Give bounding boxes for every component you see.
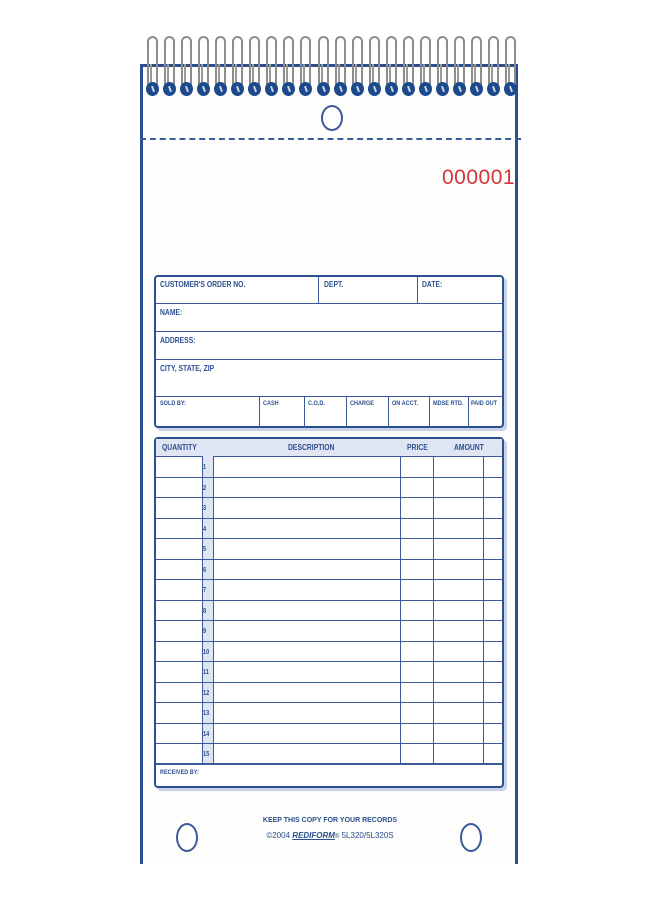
coil-wire-icon [249, 36, 260, 88]
spiral-coil [452, 34, 468, 94]
brand-logo: REDIFORM [292, 831, 335, 840]
coil-wire-icon [198, 36, 209, 88]
spiral-coil [503, 34, 519, 94]
spiral-coil [264, 34, 280, 94]
spiral-coil [401, 34, 417, 94]
row-number: 4 [203, 525, 207, 533]
row-number: 3 [203, 505, 207, 512]
coil-wire-icon [471, 36, 482, 88]
coil-wire-icon [335, 36, 346, 88]
row-divider [156, 518, 502, 519]
row-number: 10 [203, 648, 210, 656]
row-number: 9 [203, 628, 207, 635]
row-divider [156, 682, 502, 683]
spiral-coil [418, 34, 434, 94]
row-number: 5 [203, 546, 207, 553]
coil-wire-icon [352, 36, 363, 88]
binding-hole-icon [402, 82, 415, 96]
binding-hole-icon [214, 82, 227, 96]
row-divider [156, 600, 502, 601]
row-number: 12 [203, 689, 210, 697]
model-number: 5L320/5L320S [341, 831, 394, 840]
received-by-label: RECEIVED BY: [160, 769, 199, 776]
dept-label: DEPT. [324, 280, 344, 289]
row-number: 7 [203, 587, 207, 594]
coil-wire-icon [266, 36, 277, 88]
description-header: DESCRIPTION [288, 443, 335, 452]
row-number: 2 [203, 484, 207, 492]
binding-hole-icon [163, 82, 176, 96]
spiral-coil [145, 34, 161, 94]
binding-hole-icon [334, 82, 347, 96]
binding-hole-icon [299, 82, 312, 96]
coil-wire-icon [488, 36, 499, 88]
row-divider [156, 723, 502, 724]
registered-mark: ® [334, 834, 340, 840]
customers-order-no-label: CUSTOMER'S ORDER NO. [160, 280, 246, 289]
binding-hole-icon [453, 82, 466, 96]
coil-wire-icon [403, 36, 414, 88]
price-header: PRICE [407, 443, 428, 452]
divider [156, 359, 502, 360]
divider [156, 303, 502, 304]
row-divider [156, 579, 502, 580]
binding-hole-icon [504, 82, 517, 96]
spiral-binding [143, 34, 515, 94]
coil-wire-icon [164, 36, 175, 88]
mdse-rtd-option[interactable]: MDSE RTD. [433, 400, 464, 407]
date-label: DATE: [422, 280, 443, 289]
divider [259, 396, 260, 428]
binding-hole-icon [248, 82, 261, 96]
coil-wire-icon [318, 36, 329, 88]
top-punch-hole [321, 105, 343, 131]
coil-wire-icon [369, 36, 380, 88]
binding-hole-icon [436, 82, 449, 96]
row-divider [156, 620, 502, 621]
row-divider [156, 477, 502, 478]
coil-wire-icon [147, 36, 158, 88]
charge-option[interactable]: CHARGE [350, 400, 374, 407]
divider [417, 277, 418, 304]
price-divider [400, 456, 401, 764]
spiral-coil [230, 34, 246, 94]
coil-wire-icon [386, 36, 397, 88]
spiral-coil [367, 34, 383, 94]
row-divider [156, 559, 502, 560]
divider [468, 396, 469, 428]
row-divider [156, 538, 502, 539]
spiral-coil [213, 34, 229, 94]
spiral-coil [333, 34, 349, 94]
coil-wire-icon [215, 36, 226, 88]
cents-divider [483, 456, 484, 764]
spiral-coil [435, 34, 451, 94]
divider [388, 396, 389, 428]
binding-hole-icon [231, 82, 244, 96]
binding-hole-icon [351, 82, 364, 96]
row-divider [156, 661, 502, 662]
divider [429, 396, 430, 428]
spiral-coil [281, 34, 297, 94]
divider [156, 763, 502, 765]
cash-option[interactable]: CASH [263, 400, 279, 407]
table-header [156, 439, 502, 457]
copyright-line [0, 831, 660, 840]
spiral-coil [469, 34, 485, 94]
quantity-header: QUANTITY [162, 443, 197, 452]
binding-hole-icon [265, 82, 278, 96]
row-number: 14 [203, 730, 210, 738]
divider [304, 396, 305, 428]
coil-wire-icon [437, 36, 448, 88]
spiral-coil [384, 34, 400, 94]
binding-hole-icon [197, 82, 210, 96]
divider [156, 396, 502, 397]
spiral-coil [196, 34, 212, 94]
keep-copy-note: KEEP THIS COPY FOR YOUR RECORDS [262, 817, 398, 824]
binding-hole-icon [180, 82, 193, 96]
divider [318, 277, 319, 304]
coil-wire-icon [505, 36, 516, 88]
binding-hole-icon [470, 82, 483, 96]
on-acct-option[interactable]: ON ACCT. [392, 400, 418, 407]
amount-divider [433, 456, 434, 764]
coil-wire-icon [181, 36, 192, 88]
spiral-coil [162, 34, 178, 94]
row-divider [156, 743, 502, 744]
copyright-year: ©2004 [266, 831, 291, 840]
coil-wire-icon [454, 36, 465, 88]
divider [346, 396, 347, 428]
spiral-coil [298, 34, 314, 94]
row-number: 8 [203, 607, 207, 615]
city-state-zip-label: CITY, STATE, ZIP [160, 364, 215, 373]
divider [156, 331, 502, 332]
coil-wire-icon [283, 36, 294, 88]
spiral-coil [316, 34, 332, 94]
binding-hole-icon [385, 82, 398, 96]
binding-hole-icon [282, 82, 295, 96]
spiral-coil [179, 34, 195, 94]
row-number: 15 [203, 751, 210, 758]
row-divider [156, 641, 502, 642]
items-table [154, 437, 504, 788]
name-label: NAME: [160, 308, 183, 317]
coil-wire-icon [232, 36, 243, 88]
address-label: ADDRESS: [160, 336, 196, 345]
amount-header: AMOUNT [454, 443, 484, 452]
serial-number: 000001 [442, 166, 516, 189]
row-number: 13 [203, 710, 210, 717]
binding-hole-icon [146, 82, 159, 96]
coil-wire-icon [420, 36, 431, 88]
spiral-coil [350, 34, 366, 94]
binding-hole-icon [317, 82, 330, 96]
cod-option[interactable]: C.O.D. [308, 400, 325, 407]
coil-wire-icon [300, 36, 311, 88]
binding-hole-icon [368, 82, 381, 96]
row-number: 11 [203, 669, 209, 676]
perforation-line [140, 138, 521, 140]
spiral-coil [486, 34, 502, 94]
row-number: 6 [203, 566, 207, 574]
row-number: 1 [203, 464, 207, 471]
row-divider [156, 497, 502, 498]
spiral-coil [247, 34, 263, 94]
binding-hole-icon [419, 82, 432, 96]
binding-hole-icon [487, 82, 500, 96]
customer-info-form [154, 275, 504, 428]
sold-by-label: SOLD BY: [160, 400, 186, 407]
row-divider [156, 702, 502, 703]
paid-out-option[interactable]: PAID OUT [471, 400, 497, 407]
